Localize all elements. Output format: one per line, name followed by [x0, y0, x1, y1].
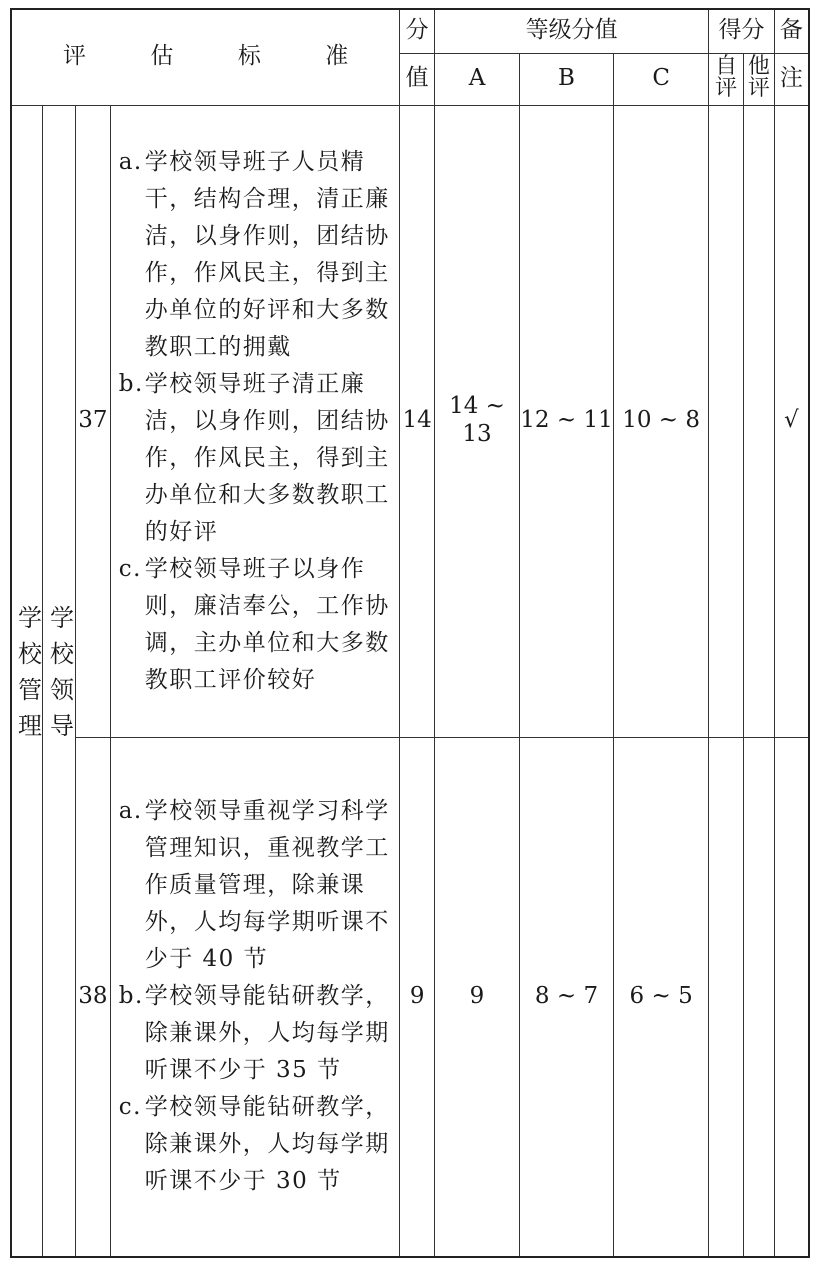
table-row — [11, 737, 809, 1257]
score-value: 14 — [400, 105, 435, 737]
earned-header: 得分 — [709, 9, 774, 53]
grade-c-header: C — [614, 53, 709, 105]
self-eval-header — [709, 53, 744, 105]
other-eval-header-bottom: 评 — [747, 75, 770, 101]
criteria-header-label: 评 估 标 准 — [63, 43, 369, 70]
self-eval-value — [709, 737, 744, 1257]
criteria-item-c — [119, 551, 394, 699]
category-level1 — [11, 105, 43, 1257]
grade-c-value: 10 ~ 8 — [614, 105, 709, 737]
grade-a-value: 9 — [435, 737, 520, 1257]
criteria-item-label: b. — [118, 370, 144, 397]
criteria-item-label: c. — [118, 1094, 142, 1121]
score-header-top: 分 — [400, 9, 435, 53]
criteria-item-text: 学校领导班子清正廉洁，以身作则，团结协作，作风民主，得到主办单位和大多数教职工的好评 — [144, 370, 390, 545]
grade-a-value: 14 ~ 13 — [435, 105, 520, 737]
self-eval-header-bottom: 评 — [715, 75, 738, 101]
self-eval-header-top: 自 — [715, 53, 738, 79]
criteria-item-label: a. — [118, 148, 143, 175]
criteria-item-a — [119, 144, 394, 366]
remark-value — [774, 737, 809, 1257]
grade-b-value: 8 ~ 7 — [519, 737, 613, 1257]
grade-a-header: A — [435, 53, 520, 105]
criteria-item-label: b. — [118, 983, 144, 1010]
criteria-item-text: 学校领导能钻研教学，除兼课外，人均每学期听课不少于 30 节 — [144, 1094, 390, 1195]
criteria-cell — [110, 737, 400, 1257]
remark-header-bottom: 注 — [774, 53, 809, 105]
grade-c-value: 6 ~ 5 — [614, 737, 709, 1257]
criteria-item-b — [119, 978, 394, 1089]
category-level2-label: 学校领导 — [45, 604, 74, 749]
other-eval-value — [743, 105, 774, 737]
criteria-item-label: c. — [118, 555, 142, 582]
remark-value: √ — [774, 105, 809, 737]
self-eval-value — [709, 105, 744, 737]
other-eval-value — [743, 737, 774, 1257]
other-eval-header-top: 他 — [747, 53, 770, 79]
criteria-header — [11, 9, 400, 105]
criteria-item-label: a. — [118, 798, 143, 825]
grade-b-header: B — [519, 53, 613, 105]
criteria-item-text: 学校领导重视学习科学管理知识，重视教学工作质量管理，除兼课外，人均每学期听课不少于 40 节 — [144, 798, 390, 973]
category-level1-label: 学校管理 — [13, 604, 42, 749]
criteria-item-text: 学校领导班子人员精干，结构合理，清正廉洁，以身作则，团结协作，作风民主，得到主办单位的好评和大多数教职工的拥戴 — [144, 148, 390, 360]
grade-header: 等级分值 — [435, 9, 709, 53]
score-header-bottom: 值 — [400, 53, 435, 105]
criteria-cell — [110, 105, 400, 737]
criteria-item-text: 学校领导班子以身作则，廉洁奉公，工作协调，主办单位和大多数教职工评价较好 — [144, 555, 390, 693]
criteria-item-a — [119, 793, 394, 978]
criteria-item-c — [119, 1089, 394, 1200]
category-level2 — [43, 105, 76, 1257]
remark-header-top: 备 — [774, 9, 809, 53]
evaluation-table — [10, 8, 810, 1258]
row-number: 38 — [75, 737, 110, 1257]
criteria-item-text: 学校领导能钻研教学，除兼课外，人均每学期听课不少于 35 节 — [144, 983, 390, 1084]
criteria-item-b — [119, 366, 394, 551]
other-eval-header — [743, 53, 774, 105]
score-value: 9 — [400, 737, 435, 1257]
table-row — [11, 105, 809, 737]
grade-b-value: 12 ~ 11 — [519, 105, 613, 737]
row-number: 37 — [75, 105, 110, 737]
